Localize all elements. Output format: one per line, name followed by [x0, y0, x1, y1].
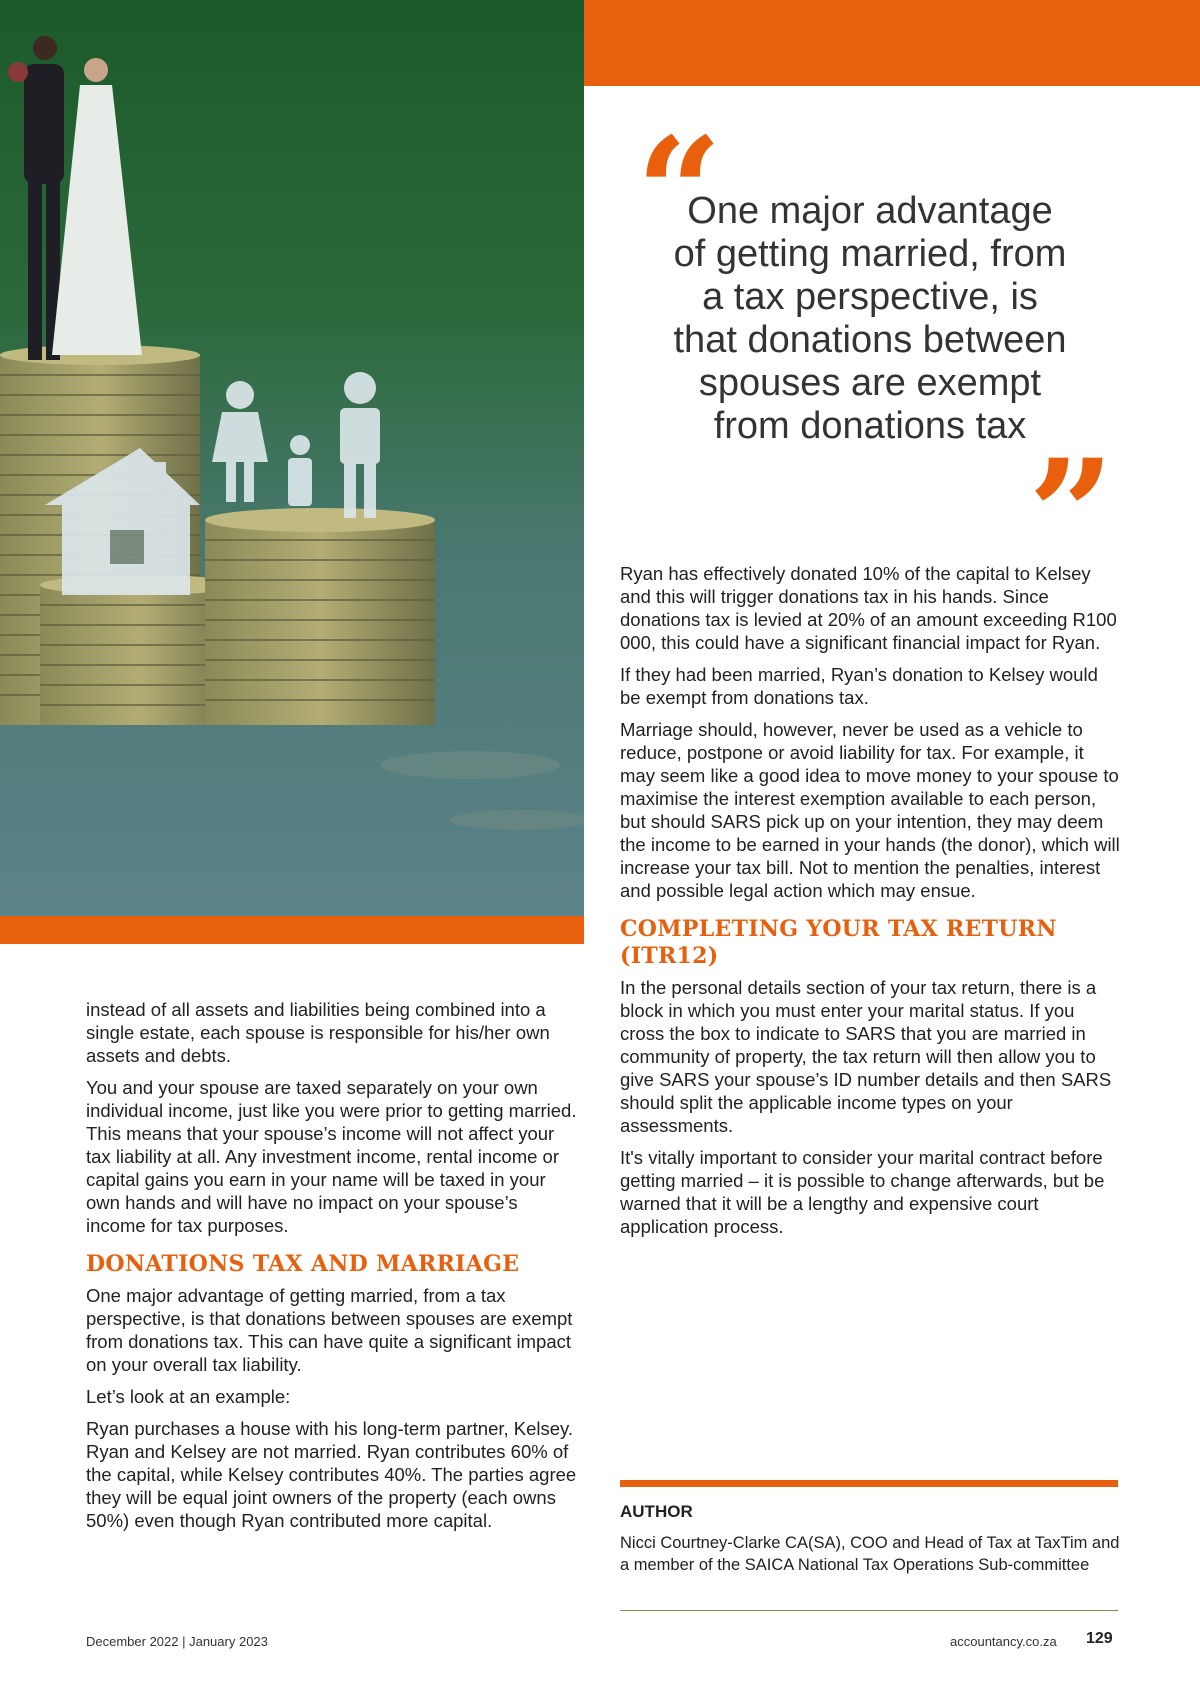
body-paragraph: Let’s look at an example:	[86, 1386, 291, 1407]
photo-accent-bar	[0, 916, 584, 944]
coin-stack-right	[205, 508, 435, 725]
pull-quote-line: One major advantage	[687, 190, 1053, 232]
page-number: 129	[1086, 1630, 1113, 1647]
section-heading-donations: DONATIONS TAX AND MARRIAGE	[86, 1251, 520, 1277]
pull-quote-line: of getting married, from	[673, 233, 1067, 275]
body-paragraph: In the personal details section of your tax return, there is a block in which you must enter your marital status. If you cross the box to indicate to SARS that you are married in community of property, the tax return will then allow you to give SARS your spouse’s ID number details and then SARS should split the applicable income types on your assessments.	[620, 977, 1112, 1136]
pull-quote-line: that donations between	[673, 319, 1067, 361]
author-divider	[620, 1610, 1118, 1611]
article-photo	[0, 0, 584, 916]
body-paragraph: If they had been married, Ryan’s donation to Kelsey would be exempt from donations tax.	[620, 664, 1098, 708]
body-paragraph: instead of all assets and liabilities being combined into a single estate, each spouse is responsible for his/her own assets and debts.	[86, 999, 550, 1066]
section-heading-tax-return: COMPLETING YOUR TAX RETURN (ITR12)	[620, 916, 1057, 969]
author-accent-rule	[620, 1480, 1118, 1487]
body-paragraph: One major advantage of getting married, from a tax perspective, is that donations between spouses are exempt from donations tax. This can have quite a significant impact on your overall tax liability.	[86, 1285, 573, 1375]
close-quote-icon: ”	[1028, 427, 1115, 603]
pull-quote-line: spouses are exempt	[698, 362, 1042, 404]
pull-quote-line: a tax perspective, is	[702, 276, 1038, 318]
footer-issue-date: December 2022 | January 2023	[86, 1634, 268, 1649]
pull-quote-line: from donations tax	[713, 405, 1027, 447]
header-accent-bar	[584, 0, 1200, 86]
author-label: AUTHOR	[620, 1502, 693, 1521]
right-column	[620, 562, 1120, 1247]
author-bio: Nicci Courtney-Clarke CA(SA), COO and Head of Tax at TaxTim and a member of the SAICA National Tax Operations Sub-committee	[620, 1534, 1120, 1574]
footer-website: accountancy.co.za	[950, 1634, 1057, 1649]
left-column	[86, 998, 580, 1541]
body-paragraph: Ryan has effectively donated 10% of the capital to Kelsey and this will trigger donations tax in his hands. Since donations tax is levied at 20% of an amount exceeding R100 000, this could have a significant financial impact for Ryan.	[620, 563, 1117, 653]
pull-quote	[640, 190, 1100, 448]
wedding-coins-illustration	[0, 0, 584, 916]
body-paragraph: Ryan purchases a house with his long-term partner, Kelsey. Ryan and Kelsey are not married. Ryan contributes 60% of the capital, while Kelsey contributes 40%. The parties agree they will be equal joint owners of the property (each owns 50%) even though Ryan contributed more capital.	[86, 1418, 577, 1531]
body-paragraph: You and your spouse are taxed separately on your own individual income, just like you were prior to getting married. This means that your spouse’s income will not affect your tax liability at all. Any investment income, rental income or capital gains you earn in your name will be taxed in your own hands and will have no impact on your spouse’s income for tax purposes.	[86, 1077, 577, 1236]
body-paragraph: It's vitally important to consider your marital contract before getting married – it is possible to change afterwards, but be warned that it will be a lengthy and expensive court application process.	[620, 1147, 1105, 1237]
open-quote-icon: “	[636, 105, 723, 281]
body-paragraph: Marriage should, however, never be used as a vehicle to reduce, postpone or avoid liability for tax. For example, it may seem like a good idea to move money to your spouse to maximise the interest exemption available to each person, but should SARS pick up on your intention, they may deem the income to be earned in your hands (the donor), which will increase your tax bill. Not to mention the penalties, interest and possible legal action which may ensue.	[620, 719, 1120, 901]
